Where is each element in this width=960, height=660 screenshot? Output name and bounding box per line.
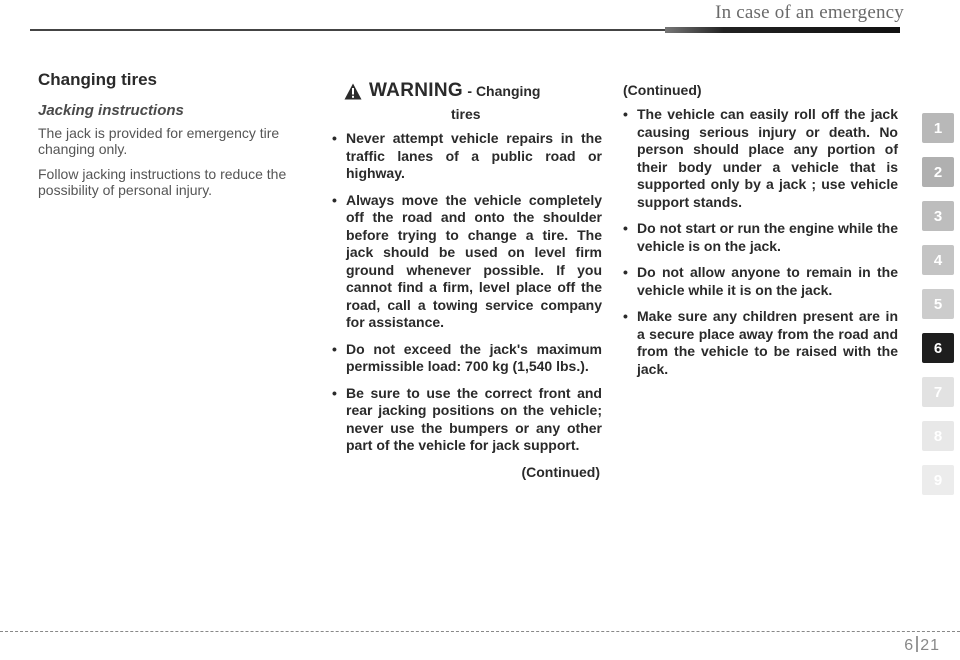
chapter-tab-label: 6 <box>933 339 943 357</box>
chapter-tab-label: 4 <box>933 251 943 269</box>
list-item: • Make sure any children present are in a secure place away from the road and from the vehicle to be raised with the jack. <box>623 308 898 378</box>
list-item: • The vehicle can easily roll off the jack causing serious injury or death. No person should place any portion of their body under a vehicle that is supported only by a jack ; use vehicle support stands. <box>623 106 898 211</box>
page-separator <box>916 636 918 652</box>
chapter-tab-label: 7 <box>933 383 943 401</box>
warning-topic-line2: tires <box>450 106 481 122</box>
continued-label: (Continued) <box>623 82 702 98</box>
page-header-title: In case of an emergency <box>715 2 904 23</box>
warning-topic: - Changing <box>467 83 541 99</box>
left-column <box>38 70 318 207</box>
list-item: • Do not exceed the jack's maximum permissible load: 700 kg (1,540 lbs.). <box>332 341 602 376</box>
paragraph: Follow jacking instructions to reduce the possibility of personal injury. <box>38 166 287 198</box>
list-item: • Always move the vehicle completely off the road and onto the shoulder before trying to change a tire. The jack should be used on level firm ground whenever possible. If you cannot find a firm, level place off the road, call a towing service company for assistance. <box>332 192 602 332</box>
warning-word: WARNING <box>369 80 463 101</box>
chapter-tab[interactable] <box>922 421 954 451</box>
list-item: • Do not start or run the engine while the vehicle is on the jack. <box>623 220 898 255</box>
section-title: Changing tires <box>38 70 158 89</box>
chapter-tab-current[interactable] <box>922 333 954 363</box>
warning-list <box>332 130 602 455</box>
page-number <box>904 636 940 655</box>
chapter-tab[interactable] <box>922 157 954 187</box>
chapter-tab[interactable] <box>922 245 954 275</box>
header-rule-accent <box>665 27 900 33</box>
chapter-number: 6 <box>904 637 915 654</box>
chapter-tab[interactable] <box>922 289 954 319</box>
chapter-tab[interactable] <box>922 201 954 231</box>
paragraph: The jack is provided for emergency tire changing only. <box>38 125 280 157</box>
chapter-tab[interactable] <box>922 113 954 143</box>
chapter-tab[interactable] <box>922 465 954 495</box>
warning-list-continued <box>623 106 898 378</box>
chapter-tab-label: 8 <box>933 427 943 445</box>
warning-box <box>332 70 602 480</box>
list-item: • Do not allow anyone to remain in the vehicle while it is on the jack. <box>623 264 898 299</box>
chapter-tab-label: 3 <box>933 207 943 225</box>
chapter-tabs <box>910 113 960 509</box>
continued-label: (Continued) <box>521 463 600 480</box>
chapter-tab-label: 5 <box>933 295 943 313</box>
chapter-tab-label: 2 <box>933 163 943 181</box>
chapter-tab-label: 1 <box>933 119 943 137</box>
warning-triangle-icon <box>344 83 362 100</box>
chapter-tab[interactable] <box>922 377 954 407</box>
warning-heading <box>344 80 602 122</box>
subsection-title: Jacking instructions <box>38 102 184 119</box>
list-item: • Never attempt vehicle repairs in the traffic lanes of a public road or highway. <box>332 130 602 183</box>
page-number-value: 21 <box>920 637 940 654</box>
list-item: • Be sure to use the correct front and rear jacking positions on the vehicle; never use the bumpers or any other part of the vehicle for jack support. <box>332 385 602 455</box>
chapter-tab-label: 9 <box>933 471 943 489</box>
footer-rule <box>0 631 960 632</box>
right-column <box>623 82 898 387</box>
